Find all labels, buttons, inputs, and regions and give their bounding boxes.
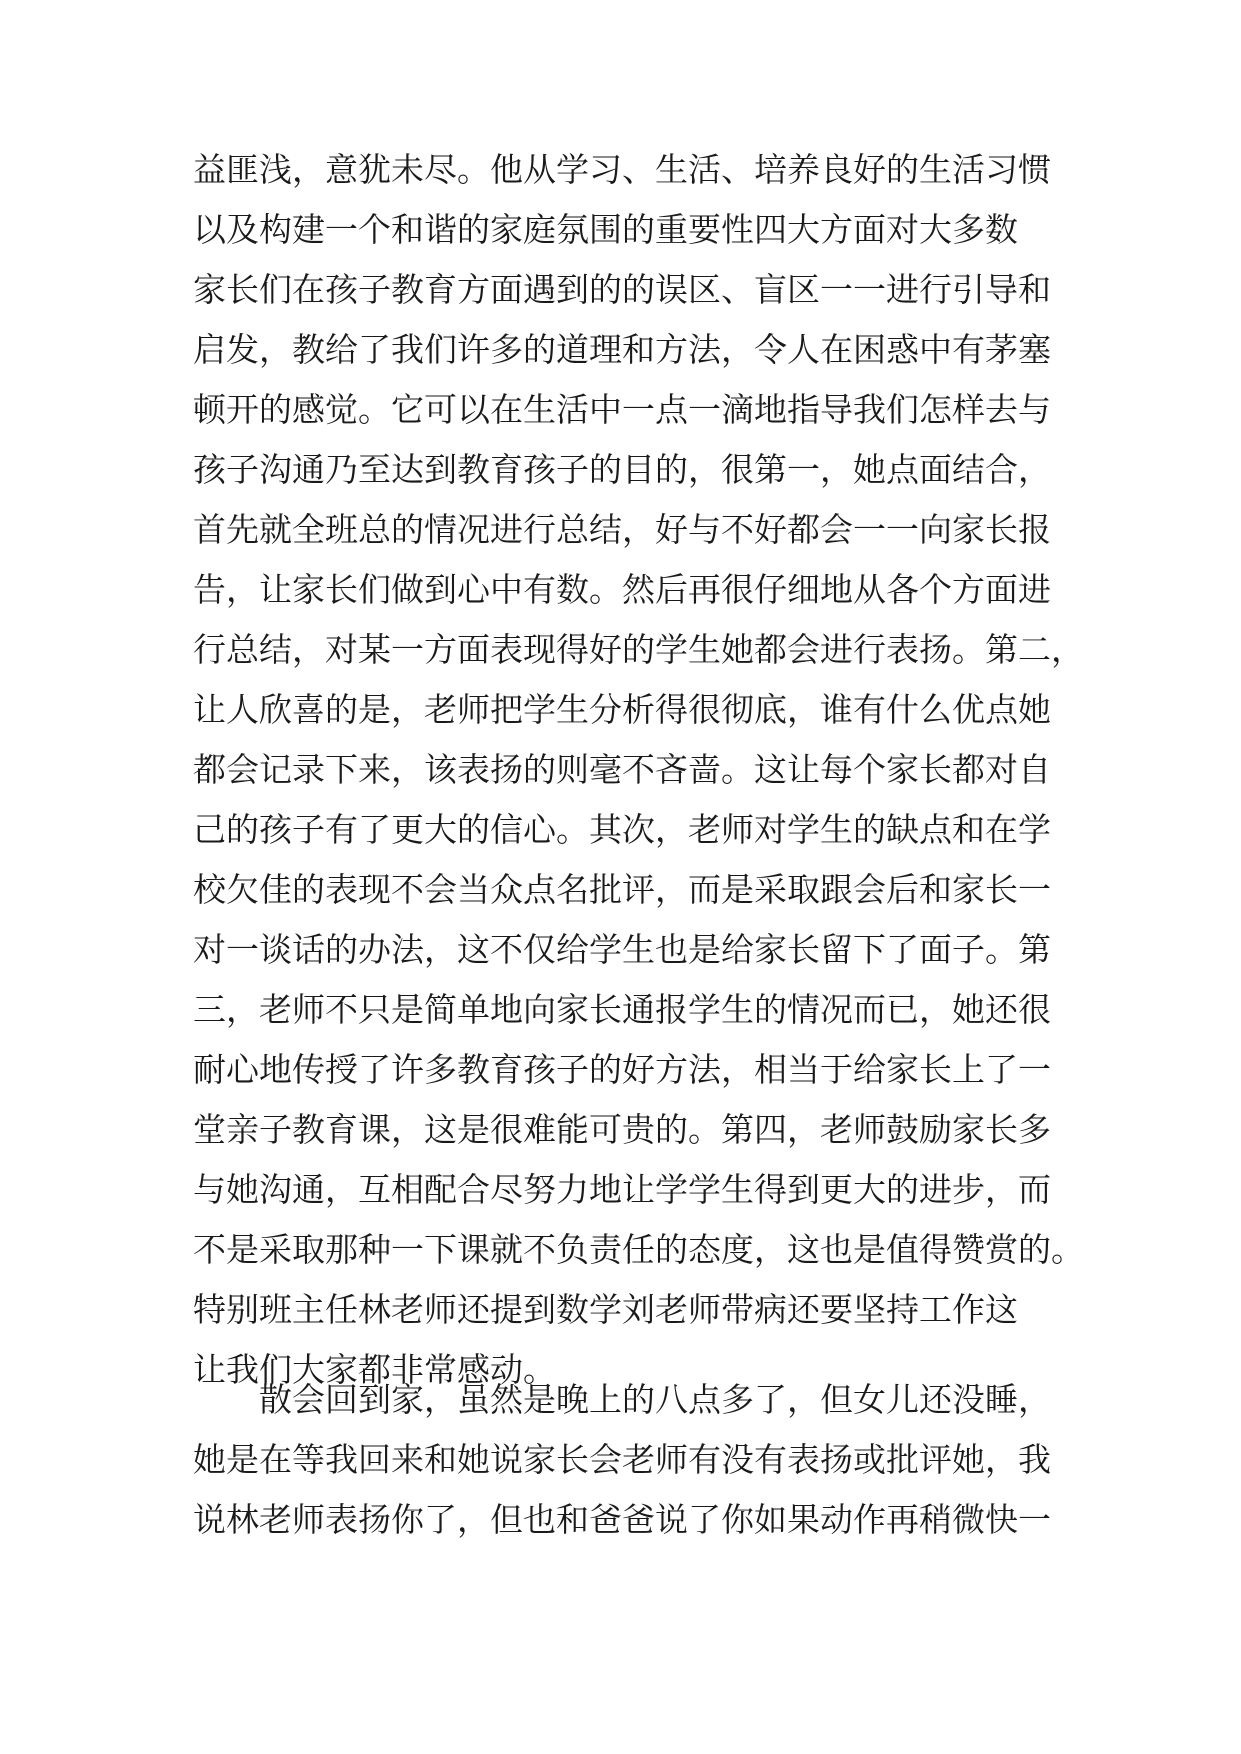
- text-line: 启发，教给了我们许多的道理和方法，令人在困惑中有茅塞: [193, 330, 1051, 369]
- text-line: 不是采取那种一下课就不负责任的态度，这也是值得赞赏的。: [193, 1230, 1084, 1269]
- text-line: 对一谈话的办法，这不仅给学生也是给家长留下了面子。第: [193, 930, 1051, 969]
- text-line: 特别班主任林老师还提到数学刘老师带病还要坚持工作这: [193, 1290, 1018, 1329]
- text-line: 行总结，对某一方面表现得好的学生她都会进行表扬。第二，: [193, 630, 1084, 669]
- text-line: 告，让家长们做到心中有数。然后再很仔细地从各个方面进: [193, 570, 1051, 609]
- text-line: 校欠佳的表现不会当众点名批评，而是采取跟会后和家长一: [193, 870, 1051, 909]
- text-line: 己的孩子有了更大的信心。其次，老师对学生的缺点和在学: [193, 810, 1051, 849]
- text-line: 以及构建一个和谐的家庭氛围的重要性四大方面对大多数: [193, 210, 1018, 249]
- text-line: 她是在等我回来和她说家长会老师有没有表扬或批评她，我: [193, 1440, 1051, 1479]
- text-line: 耐心地传授了许多教育孩子的好方法，相当于给家长上了一: [193, 1050, 1051, 1089]
- text-line: 与她沟通，互相配合尽努力地让学学生得到更大的进步，而: [193, 1170, 1051, 1209]
- text-line: 堂亲子教育课，这是很难能可贵的。第四，老师鼓励家长多: [193, 1110, 1051, 1149]
- paragraph-2: [193, 1370, 1063, 1550]
- text-line: 顿开的感觉。它可以在生活中一点一滴地指导我们怎样去与: [193, 390, 1051, 429]
- text-line: 孩子沟通乃至达到教育孩子的目的，很第一，她点面结合，: [193, 450, 1051, 489]
- text-line: 说林老师表扬你了，但也和爸爸说了你如果动作再稍微快一: [193, 1500, 1051, 1539]
- text-line: 家长们在孩子教育方面遇到的的误区、盲区一一进行引导和: [193, 270, 1051, 309]
- text-line: 三，老师不只是简单地向家长通报学生的情况而已，她还很: [193, 990, 1051, 1029]
- paragraph-1: [193, 140, 1084, 1400]
- text-line: 散会回到家，虽然是晚上的八点多了，但女儿还没睡，: [259, 1380, 1051, 1419]
- text-line: 让人欣喜的是，老师把学生分析得很彻底，谁有什么优点她: [193, 690, 1051, 729]
- text-line: 都会记录下来，该表扬的则毫不吝啬。这让每个家长都对自: [193, 750, 1051, 789]
- text-line: 让我们大家都非常感动。: [193, 1350, 556, 1389]
- text-line: 益匪浅，意犹未尽。他从学习、生活、培养良好的生活习惯: [193, 150, 1051, 189]
- text-line: 首先就全班总的情况进行总结，好与不好都会一一向家长报: [193, 510, 1051, 549]
